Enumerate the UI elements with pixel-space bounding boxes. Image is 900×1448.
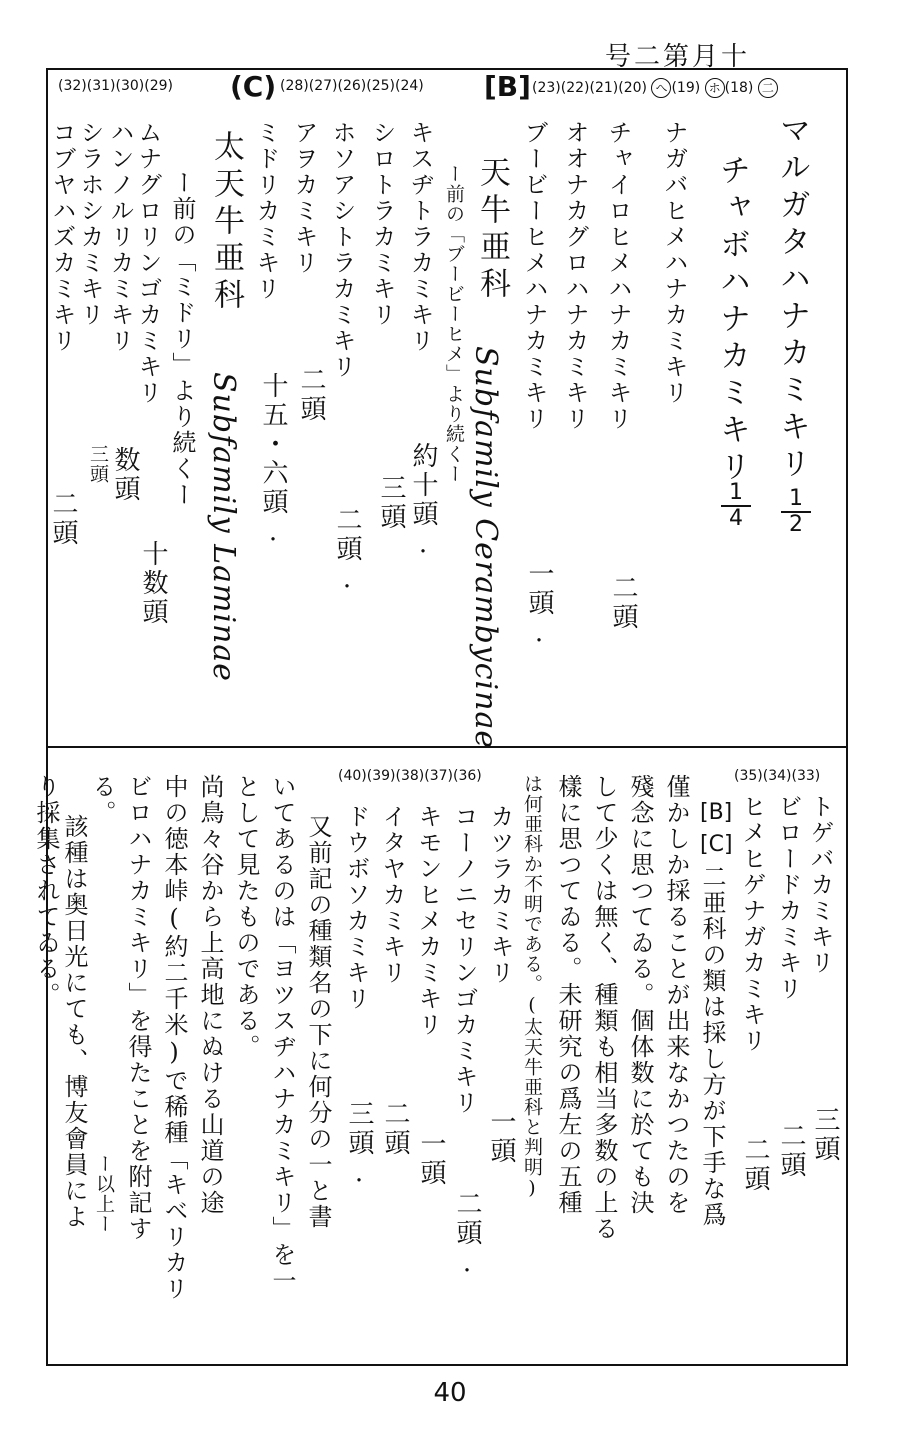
species-31: シラホシカミキリ <box>76 120 104 328</box>
species-36: カツラカミキリ <box>486 804 514 986</box>
label-row-mid <box>280 78 424 94</box>
label-row-bottom-right <box>734 768 820 784</box>
number-label: (33) <box>791 768 821 784</box>
number-label: (19) <box>671 80 701 96</box>
count-37: 二頭. <box>452 1190 482 1281</box>
paragraph-line: 二亜科の類は採し方が下手な爲 <box>698 864 726 1228</box>
fraction-numerator: 1 <box>789 486 803 511</box>
species-20: ナガバヒメハナカミキリ <box>660 120 688 406</box>
species-26: ホソアシトラカミキリ <box>328 120 356 380</box>
english-cerambycinae: Subfamily Cerambycinae <box>468 346 503 750</box>
species-30: ハンノルリカミキリ <box>106 120 134 354</box>
paragraph-line: り採集されてゐる。 <box>32 774 60 1008</box>
species-18: マルガタハナカミキリ <box>774 114 810 484</box>
number-label: (22) <box>560 80 590 96</box>
number-label: (24) <box>395 78 424 94</box>
fraction-numerator: 1 <box>729 480 743 505</box>
number-label: (30) <box>115 78 145 94</box>
page-header-title: 号二第月十 <box>604 42 750 72</box>
number-label: (39) <box>366 768 396 784</box>
number-label: (25) <box>366 78 395 94</box>
fraction-denominator: 4 <box>729 506 743 531</box>
paragraph-line: いてあるのは「ヨツスヂハナカミキリ」を一 <box>268 774 296 1294</box>
paragraph-line: は何亜科か不明である。(太天牛亜科と判明) <box>521 774 543 1200</box>
species-23: ブービーヒメハナカミキリ <box>520 120 548 432</box>
count-21-22: 二頭 <box>608 574 638 632</box>
number-label: (31) <box>86 78 116 94</box>
subfamily-heading-c: 太天牛亜科 <box>208 130 244 315</box>
species-22: オオナカグロハナカミキリ <box>561 120 589 432</box>
paragraph-line: として見たものである。 <box>232 774 260 1060</box>
count-30: 数頭 <box>110 446 140 504</box>
label-row-bottom-mid <box>338 768 482 784</box>
bottom-panel <box>32 750 846 1364</box>
count-24: 約十頭. <box>408 442 438 562</box>
bracket-b-label: [B] <box>700 800 733 825</box>
number-label: (18) <box>724 80 754 96</box>
count-32: 二頭 <box>48 490 78 548</box>
number-label: (35) <box>734 768 763 784</box>
species-39: イタヤカミキリ <box>378 804 406 986</box>
section-label-b: [B] <box>484 70 531 103</box>
closing-mark: ー以上ー <box>93 1154 115 1234</box>
paragraph-line: 殘念に思つてゐる。個体数に於ても決 <box>626 774 654 1216</box>
paragraph-line: 樣に思つてゐる。未研究の爲左の五種 <box>554 774 582 1216</box>
count-35: 二頭 <box>740 1136 770 1194</box>
count-25: 三頭 <box>376 474 406 532</box>
count-38: 一頭 <box>416 1130 446 1188</box>
fraction-quarter <box>721 482 751 530</box>
panel-divider <box>46 746 848 748</box>
count-39: 二頭 <box>380 1100 410 1158</box>
count-40: 三頭. <box>344 1100 374 1191</box>
section-label-c: (C) <box>230 70 277 103</box>
species-27: アヲカミキリ <box>290 120 318 276</box>
number-label: (27) <box>308 78 338 94</box>
circled-he: へ <box>651 78 671 98</box>
number-label: (36) <box>453 768 482 784</box>
paragraph-line: 該種は奥日光にても、博友會員によ <box>60 814 88 1230</box>
species-32: コブヤハズカミキリ <box>48 120 76 354</box>
paragraph-line: 僅かしか採ることが出来なかつたのを <box>662 774 690 1216</box>
count-26: 二頭. <box>332 506 362 597</box>
paragraph-line: 中の徳本峠(約二千米)で稀種「キベリカリ <box>160 774 188 1302</box>
english-laminae: Subfamily Laminae <box>206 372 241 682</box>
species-24: キスヂトラカミキリ <box>406 120 434 354</box>
circled-ho: ホ <box>705 78 725 98</box>
count-33: 三頭 <box>810 1106 840 1164</box>
species-28: ミドリカミキリ <box>252 120 280 302</box>
circled-ni: 二 <box>758 78 778 98</box>
continuation-note-b: ー前の「ブービーヒメ」より続くー <box>443 164 465 484</box>
bracket-c-label: [C] <box>700 832 733 857</box>
number-label: (20) <box>618 80 647 96</box>
number-label: (23) <box>532 80 561 96</box>
number-label: (40) <box>338 768 367 784</box>
count-31: 三頭 <box>87 444 109 484</box>
species-40: ドウボソカミキリ <box>342 804 370 1012</box>
number-label: (38) <box>395 768 425 784</box>
species-38: キモンヒメカミキリ <box>414 804 442 1038</box>
species-25: シロトラカミキリ <box>368 120 396 328</box>
count-36: 一頭 <box>486 1108 516 1166</box>
species-33: トゲバカミキリ <box>806 794 834 976</box>
count-27: 二頭 <box>296 366 326 424</box>
continuation-note-c: ー前の「ミドリ」より続くー <box>168 170 196 508</box>
paragraph-line: して少くは無く、種類も相当多数の上る <box>590 774 618 1242</box>
paragraph-line: る。 <box>88 774 116 826</box>
page-number: 40 <box>433 1378 467 1408</box>
count-34: 二頭 <box>776 1122 806 1180</box>
label-row-right <box>532 78 778 98</box>
fraction-denominator: 2 <box>789 512 803 537</box>
species-19: チャボハナカミキリ <box>714 154 750 487</box>
number-label: (26) <box>337 78 367 94</box>
count-28: 十五・六頭. <box>258 372 288 550</box>
species-34: ビロードカミキリ <box>774 794 802 1002</box>
fraction-half <box>781 488 811 536</box>
paragraph-line: ビロハナカミキリ」を得たことを附記す <box>124 774 152 1242</box>
count-23: 一頭. <box>524 560 554 651</box>
paragraph-line: 尚鳥々谷から上高地にぬける山道の途 <box>196 774 224 1216</box>
number-label: (32) <box>58 78 87 94</box>
number-label: (28) <box>280 78 309 94</box>
species-37: コーノニセリンゴカミキリ <box>450 804 478 1116</box>
number-label: (29) <box>144 78 173 94</box>
number-label: (21) <box>589 80 619 96</box>
count-29: 十数頭 <box>138 540 168 627</box>
paragraph-line: 又前記の種類名の下に何分の一と書 <box>304 814 332 1230</box>
label-row-left <box>58 78 173 94</box>
top-panel <box>48 70 846 750</box>
species-35: ヒメヒゲナガカミキリ <box>738 794 766 1054</box>
subfamily-heading-b: 天牛亜科 <box>474 156 510 304</box>
species-21: チャイロヒメハナカミキリ <box>604 120 632 432</box>
number-label: (37) <box>424 768 453 784</box>
species-29: ムナグロリンゴカミキリ <box>134 120 162 406</box>
number-label: (34) <box>762 768 792 784</box>
